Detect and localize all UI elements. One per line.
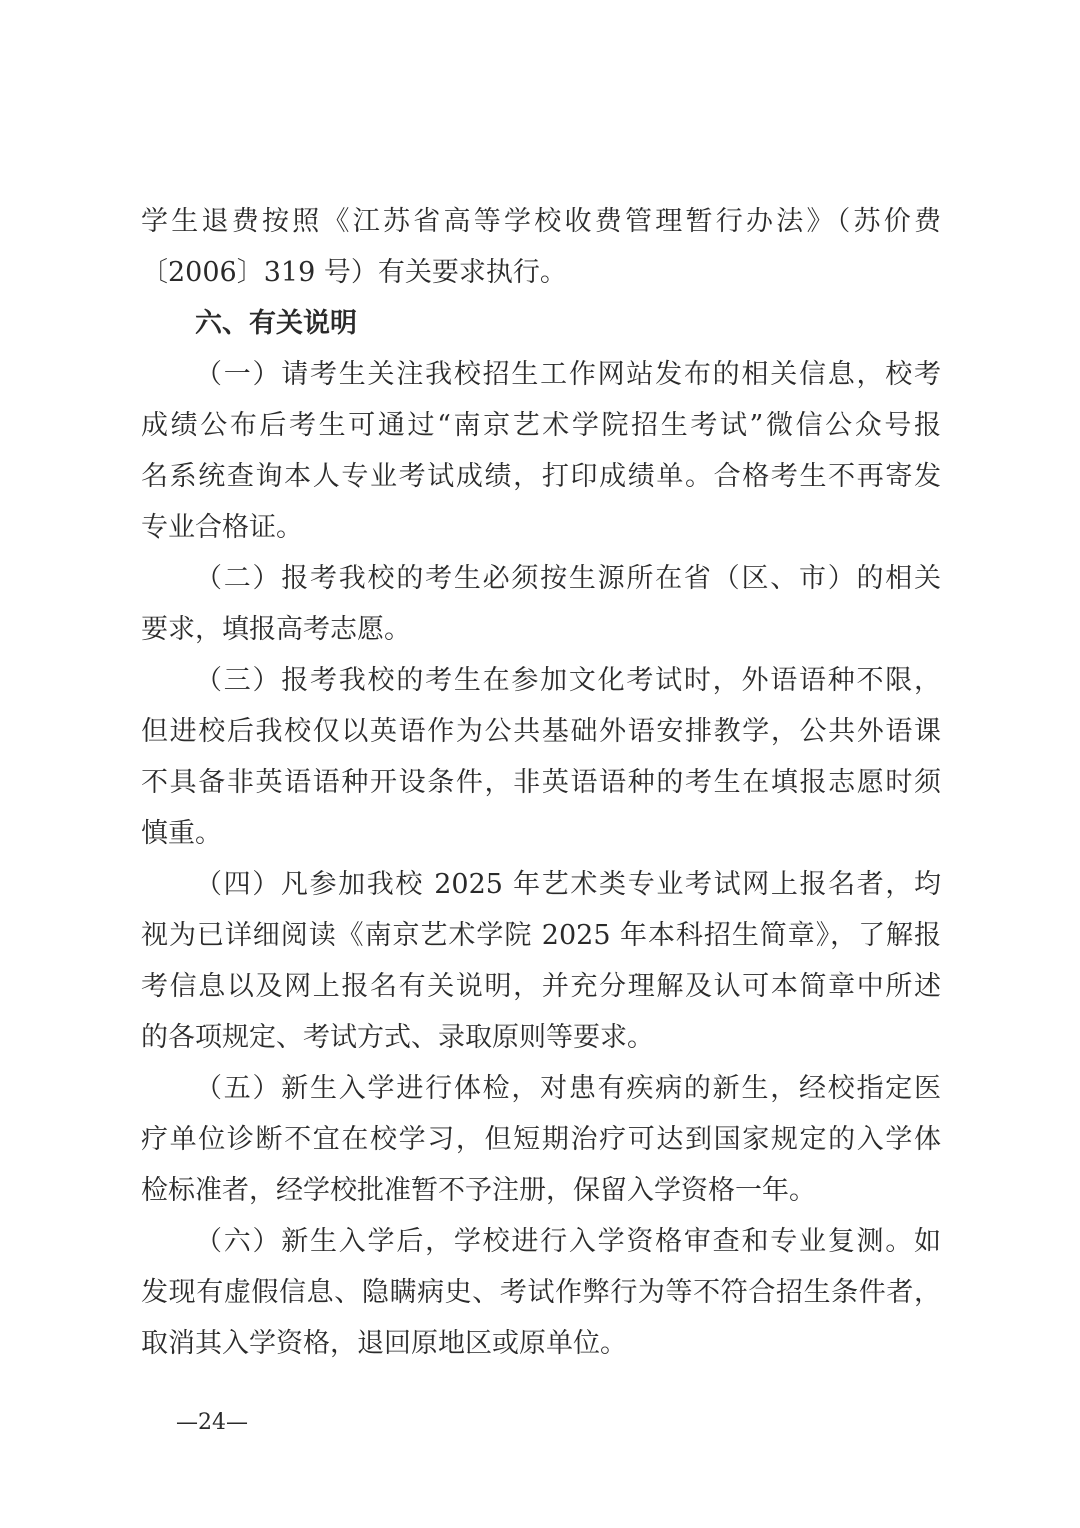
text-line: 成绩公布后考生可通过“南京艺术学院招生考试”微信公众号报 bbox=[141, 410, 941, 441]
text-line: 不具备非英语语种开设条件，非英语语种的考生在填报志愿时须 bbox=[141, 767, 941, 798]
text-line: 视为已详细阅读《南京艺术学院 2025 年本科招生简章》，了解报 bbox=[141, 920, 941, 951]
text-line: （一）请考生关注我校招生工作网站发布的相关信息，校考 bbox=[195, 359, 941, 390]
text-line: 检标准者，经学校批准暂不予注册，保留入学资格一年。 bbox=[141, 1175, 816, 1206]
text-line: 疗单位诊断不宜在校学习，但短期治疗可达到国家规定的入学体 bbox=[141, 1124, 941, 1155]
page-number: —24— bbox=[176, 1410, 248, 1435]
text-line: 名系统查询本人专业考试成绩，打印成绩单。合格考生不再寄发 bbox=[141, 461, 941, 492]
text-line: 考信息以及网上报名有关说明，并充分理解及认可本简章中所述 bbox=[141, 971, 941, 1002]
section-heading: 六、有关说明 bbox=[195, 308, 357, 339]
text-line: 〔2006〕319 号）有关要求执行。 bbox=[141, 257, 567, 288]
text-line: 学生退费按照《江苏省高等学校收费管理暂行办法》（苏价费 bbox=[141, 206, 941, 237]
text-line: 取消其入学资格，退回原地区或原单位。 bbox=[141, 1328, 627, 1359]
text-line: （三）报考我校的考生在参加文化考试时，外语语种不限， bbox=[195, 665, 941, 696]
text-line: 的各项规定、考试方式、录取原则等要求。 bbox=[141, 1022, 654, 1053]
text-line: 发现有虚假信息、隐瞒病史、考试作弊行为等不符合招生条件者， bbox=[141, 1277, 941, 1308]
text-line: （四）凡参加我校 2025 年艺术类专业考试网上报名者，均 bbox=[195, 869, 941, 900]
document-body bbox=[141, 196, 941, 1369]
text-line: （五）新生入学进行体检，对患有疾病的新生，经校指定医 bbox=[195, 1073, 941, 1104]
text-line: 慎重。 bbox=[141, 818, 222, 849]
text-line: （二）报考我校的考生必须按生源所在省（区、市）的相关 bbox=[195, 563, 941, 594]
text-line: 要求，填报高考志愿。 bbox=[141, 614, 411, 645]
text-line: （六）新生入学后，学校进行入学资格审查和专业复测。如 bbox=[195, 1226, 941, 1257]
text-line: 但进校后我校仅以英语作为公共基础外语安排教学，公共外语课 bbox=[141, 716, 941, 747]
text-line: 专业合格证。 bbox=[141, 512, 303, 543]
